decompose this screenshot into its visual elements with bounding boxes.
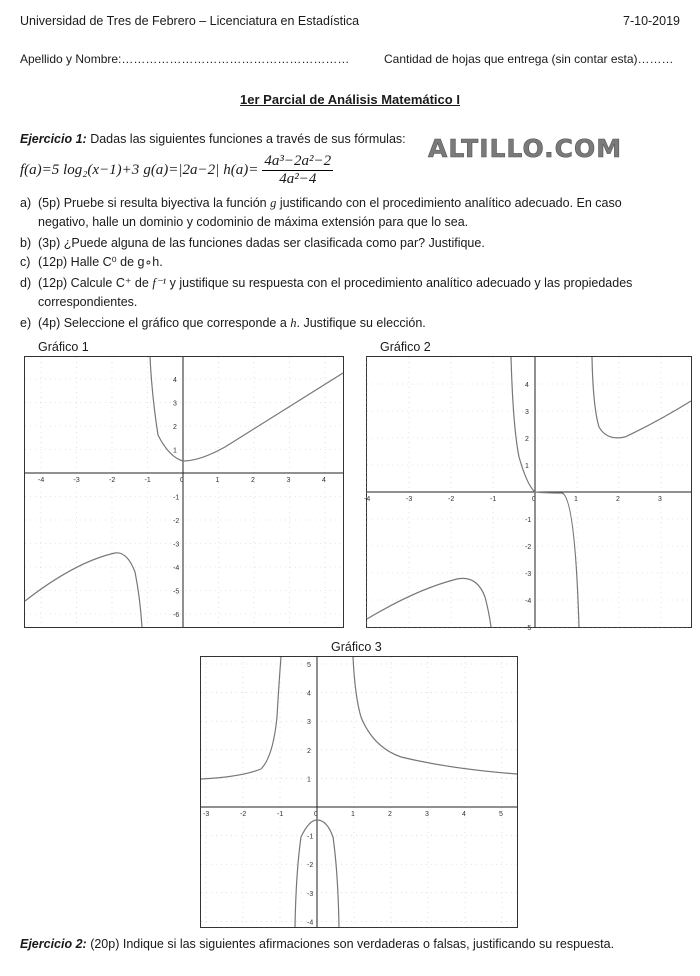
item-text: Pruebe si resulta biyectiva la función — [63, 196, 271, 210]
y-tick-label: -5 — [525, 625, 532, 632]
y-tick-label: 4 — [307, 690, 311, 698]
item-label: a) — [20, 196, 32, 210]
x-tick-label: 2 — [388, 811, 392, 818]
x-tick-label: -4 — [38, 477, 45, 484]
item-text-continued: negativo, halle un dominio y codominio de máxima extensión para que lo sea. — [38, 215, 469, 229]
formula-h-numerator: 4a³−2a²−2 — [264, 152, 332, 169]
y-tick-label: 2 — [173, 424, 177, 431]
item-d — [20, 274, 684, 312]
x-tick-label: 2 — [251, 477, 255, 484]
x-tick-label: -3 — [406, 496, 413, 503]
y-tick-label: 1 — [173, 447, 177, 455]
exercise-1-intro-text: Dadas las siguientes funciones a través de sus fórmulas: — [90, 132, 406, 146]
x-tick-label: 0 — [532, 496, 536, 503]
curve-upper-branch — [150, 357, 343, 461]
institution-header: Universidad de Tres de Febrero – Licenciatura en Estadística — [20, 14, 360, 28]
x-tick-label: -3 — [203, 811, 210, 818]
item-text: ¿Puede alguna de las funciones dadas ser clasificada como par? Justifique. — [63, 236, 485, 250]
x-tick-label: -2 — [109, 477, 116, 484]
item-points: (5p) — [38, 196, 61, 210]
item-points: (12p) — [38, 255, 68, 269]
y-tick-label: 4 — [525, 382, 529, 389]
item-function: g — [270, 196, 277, 210]
graph-2 — [364, 356, 692, 632]
item-points: (4p) — [38, 316, 61, 330]
y-tick-label: 4 — [173, 377, 177, 384]
formula-f: f(a)=5 log₂(x−1)+3 — [20, 161, 140, 178]
y-tick-label: 2 — [307, 747, 311, 755]
item-label: d) — [20, 276, 32, 290]
y-tick-label: 3 — [173, 400, 177, 408]
x-tick-label: -1 — [144, 477, 151, 484]
y-tick-label: -1 — [173, 494, 180, 502]
x-tick-label: 5 — [499, 811, 503, 818]
curve-left-branch — [201, 657, 281, 779]
curve-left-branch — [367, 578, 491, 627]
y-tick-label: -3 — [525, 571, 532, 578]
y-tick-label: -2 — [173, 518, 180, 525]
item-points: (12p) — [38, 276, 68, 290]
x-tick-label: -1 — [277, 811, 284, 818]
x-tick-label: 1 — [215, 477, 220, 484]
graph-1-plot — [25, 357, 343, 627]
x-tick-label: 3 — [658, 496, 662, 503]
graph-2-plot — [364, 357, 691, 632]
y-tick-label: 5 — [307, 662, 311, 669]
item-text: Halle C⁰ de g∘h. — [70, 255, 163, 269]
y-tick-label: -4 — [525, 598, 532, 605]
x-tick-label: 4 — [322, 477, 326, 484]
x-tick-label: -2 — [448, 496, 455, 503]
item-text-2: . Justifique su elección. — [296, 316, 426, 330]
graph-1-title: Gráfico 1 — [38, 340, 89, 354]
graph-3-plot — [201, 657, 517, 927]
item-function: h — [290, 316, 297, 330]
formula-g: g(a)=|2a−2| — [143, 161, 220, 178]
x-tick-label: 1 — [351, 811, 355, 818]
x-tick-label: 4 — [462, 811, 466, 818]
item-e — [20, 314, 684, 333]
x-tick-label: 1 — [574, 496, 578, 503]
exercise-2-heading: Ejercicio 2: — [20, 937, 87, 951]
graph-3-title: Gráfico 3 — [331, 640, 382, 654]
curve-right-branch — [592, 357, 691, 438]
item-text-continued: correspondientes. — [38, 295, 138, 309]
graph-2-title: Gráfico 2 — [380, 340, 431, 354]
y-tick-label: -5 — [173, 588, 180, 596]
y-tick-label: -4 — [307, 919, 314, 927]
formula-h-denominator: 4a²−4 — [279, 170, 317, 187]
item-text: Seleccione el gráfico que corresponde a — [63, 316, 291, 330]
x-tick-label: 0 — [180, 477, 184, 484]
watermark-logo: ALTILLO.COM — [428, 134, 623, 163]
exercise-2 — [20, 937, 614, 951]
item-b — [20, 234, 684, 253]
graph-1 — [24, 356, 344, 628]
exam-title: 1er Parcial de Análisis Matemático I — [240, 92, 460, 107]
y-tick-label: 3 — [307, 719, 311, 727]
exercise-1-intro — [20, 132, 406, 146]
y-tick-label: -3 — [173, 541, 180, 549]
graph-3 — [200, 656, 518, 928]
item-text-2: justificando con el procedimiento analítico adecuado. En caso — [276, 196, 622, 210]
function-formulas — [20, 152, 333, 188]
curve-lower-branch — [25, 553, 142, 627]
x-tick-label: -3 — [73, 477, 80, 484]
y-tick-label: -1 — [525, 517, 532, 524]
y-tick-label: 3 — [525, 409, 529, 416]
formula-h-lhs: h(a)= — [223, 161, 259, 178]
name-field-label: Apellido y Nombre:………………………………………………… — [20, 52, 350, 66]
y-tick-label: 1 — [525, 463, 529, 470]
item-label: e) — [20, 316, 32, 330]
item-points: (3p) — [38, 236, 61, 250]
x-tick-label: 3 — [425, 811, 429, 818]
x-tick-label: -2 — [240, 811, 247, 818]
sheets-field-label: Cantidad de hojas que entrega (sin contar esta)……… — [384, 52, 674, 66]
y-tick-label: 2 — [525, 436, 529, 443]
item-text: Calcule C⁺ de — [70, 276, 153, 290]
x-tick-label: 0 — [314, 811, 318, 818]
y-tick-label: -4 — [173, 565, 180, 572]
exercise-2-text: (20p) Indique si las siguientes afirmaciones son verdaderas o falsas, justificando su respuesta. — [90, 937, 615, 951]
x-tick-label: 3 — [286, 477, 291, 484]
item-label: b) — [20, 236, 32, 250]
x-tick-label: 2 — [616, 496, 620, 503]
exercise-1-heading: Ejercicio 1: — [20, 132, 87, 146]
y-tick-label: -3 — [307, 890, 314, 898]
item-label: c) — [20, 255, 31, 269]
curve-right-branch — [353, 657, 517, 774]
item-function: f⁻¹ — [152, 276, 167, 290]
y-tick-label: -2 — [525, 544, 532, 551]
item-a — [20, 194, 684, 232]
y-tick-label: -2 — [307, 862, 314, 870]
formula-h-fraction — [262, 153, 333, 188]
item-c — [20, 253, 684, 272]
x-tick-label: -4 — [364, 496, 371, 503]
item-text-2: y justifique su respuesta con el procedimiento analítico adecuado y las propiedades — [166, 276, 633, 290]
y-tick-label: -6 — [173, 612, 180, 619]
exam-date: 7-10-2019 — [623, 14, 680, 28]
x-tick-label: -1 — [490, 496, 497, 503]
y-tick-label: 1 — [307, 776, 311, 784]
y-tick-label: -1 — [307, 833, 314, 841]
